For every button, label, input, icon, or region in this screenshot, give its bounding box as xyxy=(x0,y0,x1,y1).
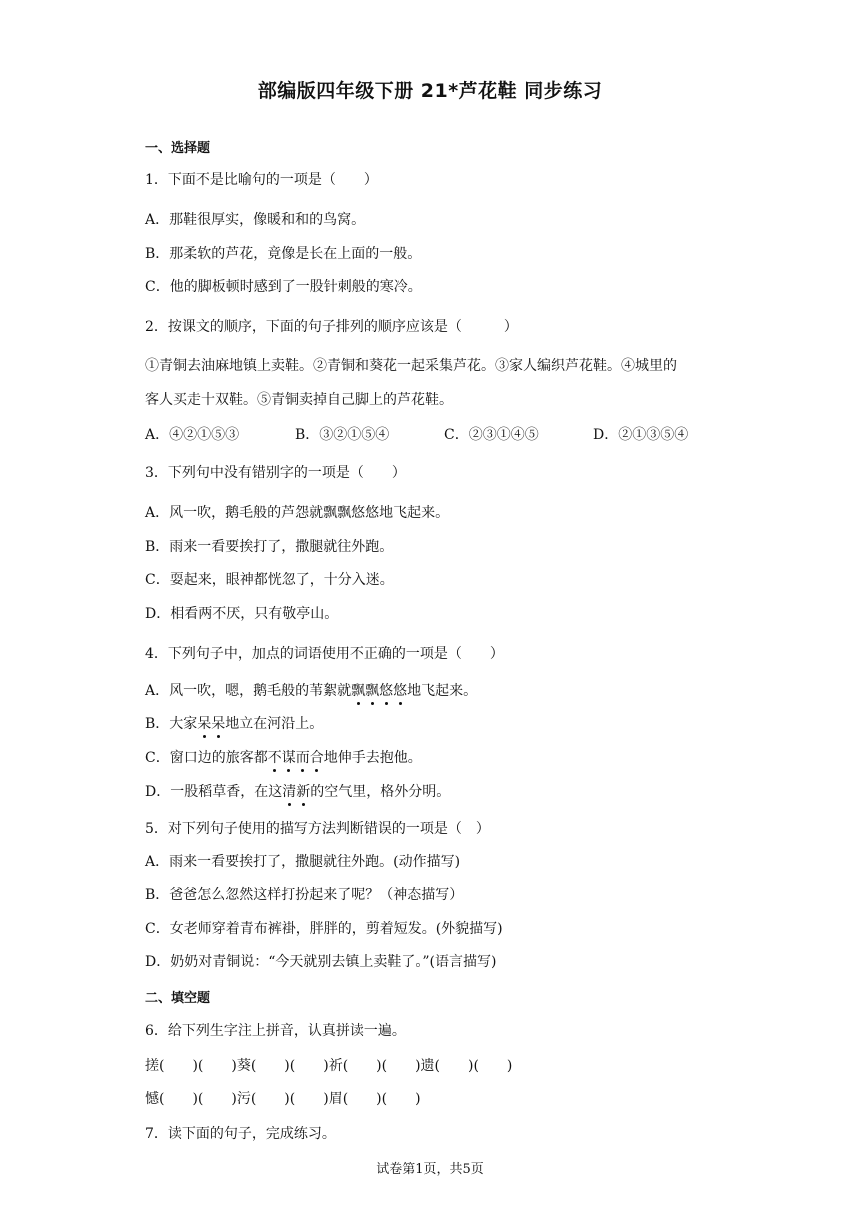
option-text: 地伸手去抱他。 xyxy=(323,750,422,766)
dotted-char: 谋 xyxy=(282,747,296,767)
question-4-option-b xyxy=(145,713,323,733)
question-3-stem: 3．下列句中没有错别字的一项是（ ） xyxy=(145,465,406,481)
dotted-char: 悠 xyxy=(393,680,407,700)
question-3-option-b: B．雨来一看要挨打了，撒腿就往外跑。 xyxy=(145,539,394,555)
question-2-text-line-1: ①青铜去油麻地镇上卖鞋。②青铜和葵花一起采集芦花。③家人编织芦花鞋。④城里的 xyxy=(145,358,677,374)
question-2-text-line-2: 客人买走十双鞋。⑤青铜卖掉自己脚上的芦花鞋。 xyxy=(145,392,453,408)
question-5-option-c: C．女老师穿着青布裤褂，胖胖的，剪着短发。(外貌描写) xyxy=(145,921,503,937)
option-text: B．大家 xyxy=(145,716,198,732)
dotted-char: 新 xyxy=(296,781,310,801)
question-2-option-c: C．②③①④⑤ xyxy=(444,427,539,443)
question-2-stem: 2．按课文的顺序，下面的句子排列的顺序应该是（ ） xyxy=(145,319,518,335)
question-6-pinyin-row-1: 搓( )( )葵( )( )祈( )( )遗( )( ) xyxy=(145,1058,513,1074)
question-5-stem: 5．对下列句子使用的描写方法判断错误的一项是（ ） xyxy=(145,821,490,837)
dotted-char: 飘 xyxy=(351,680,365,700)
dotted-char: 而 xyxy=(296,747,310,767)
question-5-option-d: D．奶奶对青铜说：“今天就别去镇上卖鞋了。”(语言描写) xyxy=(145,954,497,970)
question-5-option-a: A．雨来一看要挨打了，撒腿就往外跑。(动作描写) xyxy=(145,854,461,870)
question-6-stem: 6．给下列生字注上拼音，认真拼读一遍。 xyxy=(145,1023,406,1039)
question-3-option-d: D．相看两不厌，只有敬亭山。 xyxy=(145,606,339,622)
section-heading-fill: 二、填空题 xyxy=(145,991,211,1006)
question-4-option-c xyxy=(145,747,422,767)
dotted-char: 合 xyxy=(310,747,324,767)
question-2-option-d: D．②①③⑤④ xyxy=(593,427,689,443)
dotted-char: 呆 xyxy=(211,713,225,733)
question-2-option-b: B．③②①⑤④ xyxy=(295,427,390,443)
question-2-option-a: A．④②①⑤③ xyxy=(145,427,240,443)
page-footer: 试卷第1页，共5页 xyxy=(376,1162,484,1177)
question-4-option-a xyxy=(145,680,477,700)
option-text: A．风一吹，嗯，鹅毛般的苇絮就 xyxy=(145,683,352,699)
question-4-stem: 4．下列句子中，加点的词语使用不正确的一项是（ ） xyxy=(145,646,504,662)
option-text: 的空气里，格外分明。 xyxy=(310,784,451,800)
question-5-option-b: B．爸爸怎么忽然这样打扮起来了呢？（神态描写） xyxy=(145,887,464,903)
dotted-char: 清 xyxy=(282,781,296,801)
question-6-pinyin-row-2: 憾( )( )污( )( )眉( )( ) xyxy=(145,1091,421,1107)
question-1-option-a: A．那鞋很厚实，像暖和和的鸟窝。 xyxy=(145,212,366,228)
question-7-stem: 7．读下面的句子，完成练习。 xyxy=(145,1126,336,1142)
dotted-char: 悠 xyxy=(379,680,393,700)
dotted-char: 呆 xyxy=(197,713,211,733)
question-3-option-a: A．风一吹，鹅毛般的芦怨就飘飘悠悠地飞起来。 xyxy=(145,505,450,521)
dotted-char: 飘 xyxy=(365,680,379,700)
option-text: C．窗口边的旅客都 xyxy=(145,750,268,766)
page-title: 部编版四年级下册 21*芦花鞋 同步练习 xyxy=(257,80,603,102)
option-text: 地飞起来。 xyxy=(407,683,478,699)
question-1-option-b: B．那柔软的芦花，竟像是长在上面的一般。 xyxy=(145,246,422,262)
dotted-char: 不 xyxy=(268,747,282,767)
section-heading-choice: 一、选择题 xyxy=(145,141,211,156)
question-1-option-c: C．他的脚板顿时感到了一股针刺般的寒冷。 xyxy=(145,279,422,295)
option-text: 地立在河沿上。 xyxy=(225,716,324,732)
question-4-option-d xyxy=(145,781,450,801)
option-text: D．一股稻草香，在这 xyxy=(145,784,283,800)
question-1-stem: 1．下面不是比喻句的一项是（ ） xyxy=(145,172,378,188)
question-3-option-c: C．耍起来，眼神都恍忽了，十分入迷。 xyxy=(145,572,394,588)
